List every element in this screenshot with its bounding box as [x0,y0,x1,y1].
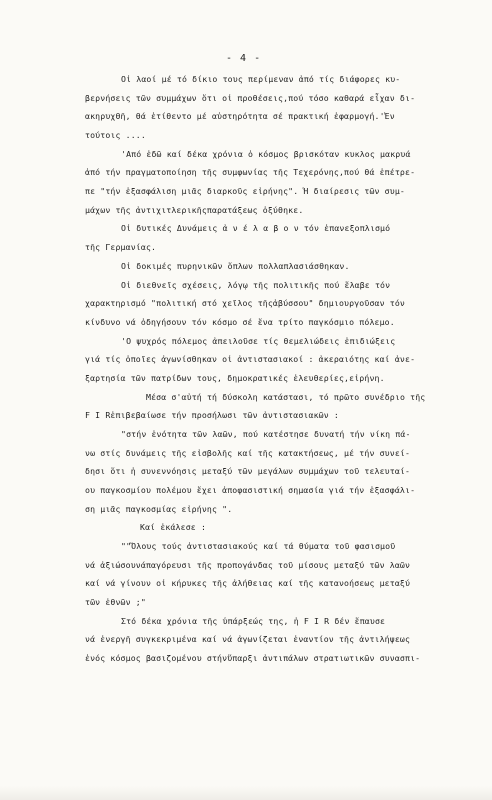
text-line: καί νά γίνουν οἱ κήρυκες τῆς ἀλήθειας καί τῆς κατανοήσεως μεταξύ [85,578,411,588]
text-line: Καί ἐκάλεσε : [140,522,207,532]
text-line: Οἱ διεθνεῖς σχέσεις, λόγῳ τῆς πολιτικῆς πού ἔλαβε τόν [121,280,391,290]
text-line: τούτοις .... [85,130,146,140]
text-line: ἀπό τήν πραγματοποίηση τῆς συμφωνίας τῆς Τεχερόνης,πού θά ἐπέτρε- [85,167,416,177]
page-number: - 4 - [226,53,262,64]
text-line: 'Ο ψυχρός πόλεμος ἀπειλοῦσε τίς θεμελιώδεις ἐπιδιώξεις [121,336,396,346]
text-line: F I Rἐπιβεβαίωσε τήν προσήλωσι τῶν ἀντιστασιακῶν : [85,410,339,420]
text-line: νω στίς δυνάμεις τῆς εἰσβολῆς καί τῆς κατακτήσεως, μέ τήν συνεί- [85,448,411,458]
text-line: Οἱ λαοί μέ τό δίκιο τους περίμεναν ἀπό τίς διάφορες κυ- [121,74,401,84]
text-line: τῶν ἐθνῶν ;" [85,597,146,607]
text-line: ση μιᾶς παγκοσμίας εἰρήνης ". [85,504,233,514]
text-line: ""Ὅλους τούς ἀντιστασιακούς καί τά θύματα τοῦ φασισμοῦ [121,541,396,551]
text-line: μάχων τῆς ἀντιχιτλερικῆςπαρατάξεως ὀξύθηκε. [85,205,304,215]
text-line: ου παγκοσμίου πολέμου ἔχει ἀποφασιστική σημασία γιά τήν ἐξασφάλι- [85,485,416,495]
text-line: Στό δέκα χρόνια τῆς ὑπάρξεώς της, ἡ F I R δέν ἔπαυσε [121,616,386,626]
text-line: Οἱ δοκιμές πυρηνικῶν ὅπλων πολλαπλασιάσθηκαν. [121,261,350,271]
text-line: βερνήσεις τῶν συμμάχων ὅτι οἱ προθέσεις,πού τόσο καθαρά εἶχαν δι- [85,93,416,103]
scan-edge-shadow [0,786,492,800]
text-line: δησι ὅτι ἡ συνεννόησις μεταξύ τῶν μεγάλων συμμάχων τοῦ τελευταί- [85,466,411,476]
text-line: Μέσα σ'αὐτή τή δύσκολη κατάστασι, τό πρῶτο συνέδριο τῆς [146,392,426,402]
text-line: γιά τίς ὁποῖες ἀγωνίσθηκαν οἱ ἀντιστασιακοί : ἀκεραιότης καί ἀνε- [85,354,416,364]
text-line: κίνδυνο νά ὁδηγήσουν τόν κόσμο σέ ἕνα τρίτο παγκόσμιο πόλεμο. [85,317,395,327]
text-line: Οἱ δυτικές Δυνάμεις ἀ ν έ λ α β ο ν τόν ἐπανεξοπλισμό [121,223,391,233]
text-line: ακηρυχθῆ, θά ἐτίθεντο μέ αὐστηρότητα σέ πρακτική ἐφαρμογή.'Ἐν [85,111,395,121]
text-line: "στήν ἑνότητα τῶν λαῶν, πού κατέστησε δυνατή τήν νίκη πά- [121,429,411,439]
text-line: ξαρτησία τῶν πατρίδων τους, δημοκρατικές ἐλευθερίες,εἰρήνη. [85,373,385,383]
text-line: νά ἐνεργῆ συγκεκριμένα καί νά ἀγωνίζεται ἐναντίον τῆς ἀντιλήψεως [85,634,411,644]
text-line: νά ἀξιώσουνάπαγόρευσι τῆς προπογάνδας τοῦ μίσους μεταξύ τῶν λαῶν [85,560,411,570]
text-line: τῆς Γερμανίας. [85,242,157,252]
text-line: 'Από ἐδῶ καί δέκα χρόνια ὁ κόσμος βρισκόταν κυκλος μακρυά [121,149,411,159]
text-line: χαρακτηρισμό "πολιτική στό χεῖλος τῆςἀβύσσου" δημιουργοῦσαν τόν [85,298,405,308]
text-line: πε "τήν ἐξασφάλιση μιᾶς διαρκοῦς εἰρήνης". Ἡ διαίρεσις τῶν συμ- [85,186,405,196]
text-line: ἑνός κόσμος βασιζομένου στήνὕπαρξι ἀντιπάλων στρατιωτικῶν συνασπι- [85,653,421,663]
